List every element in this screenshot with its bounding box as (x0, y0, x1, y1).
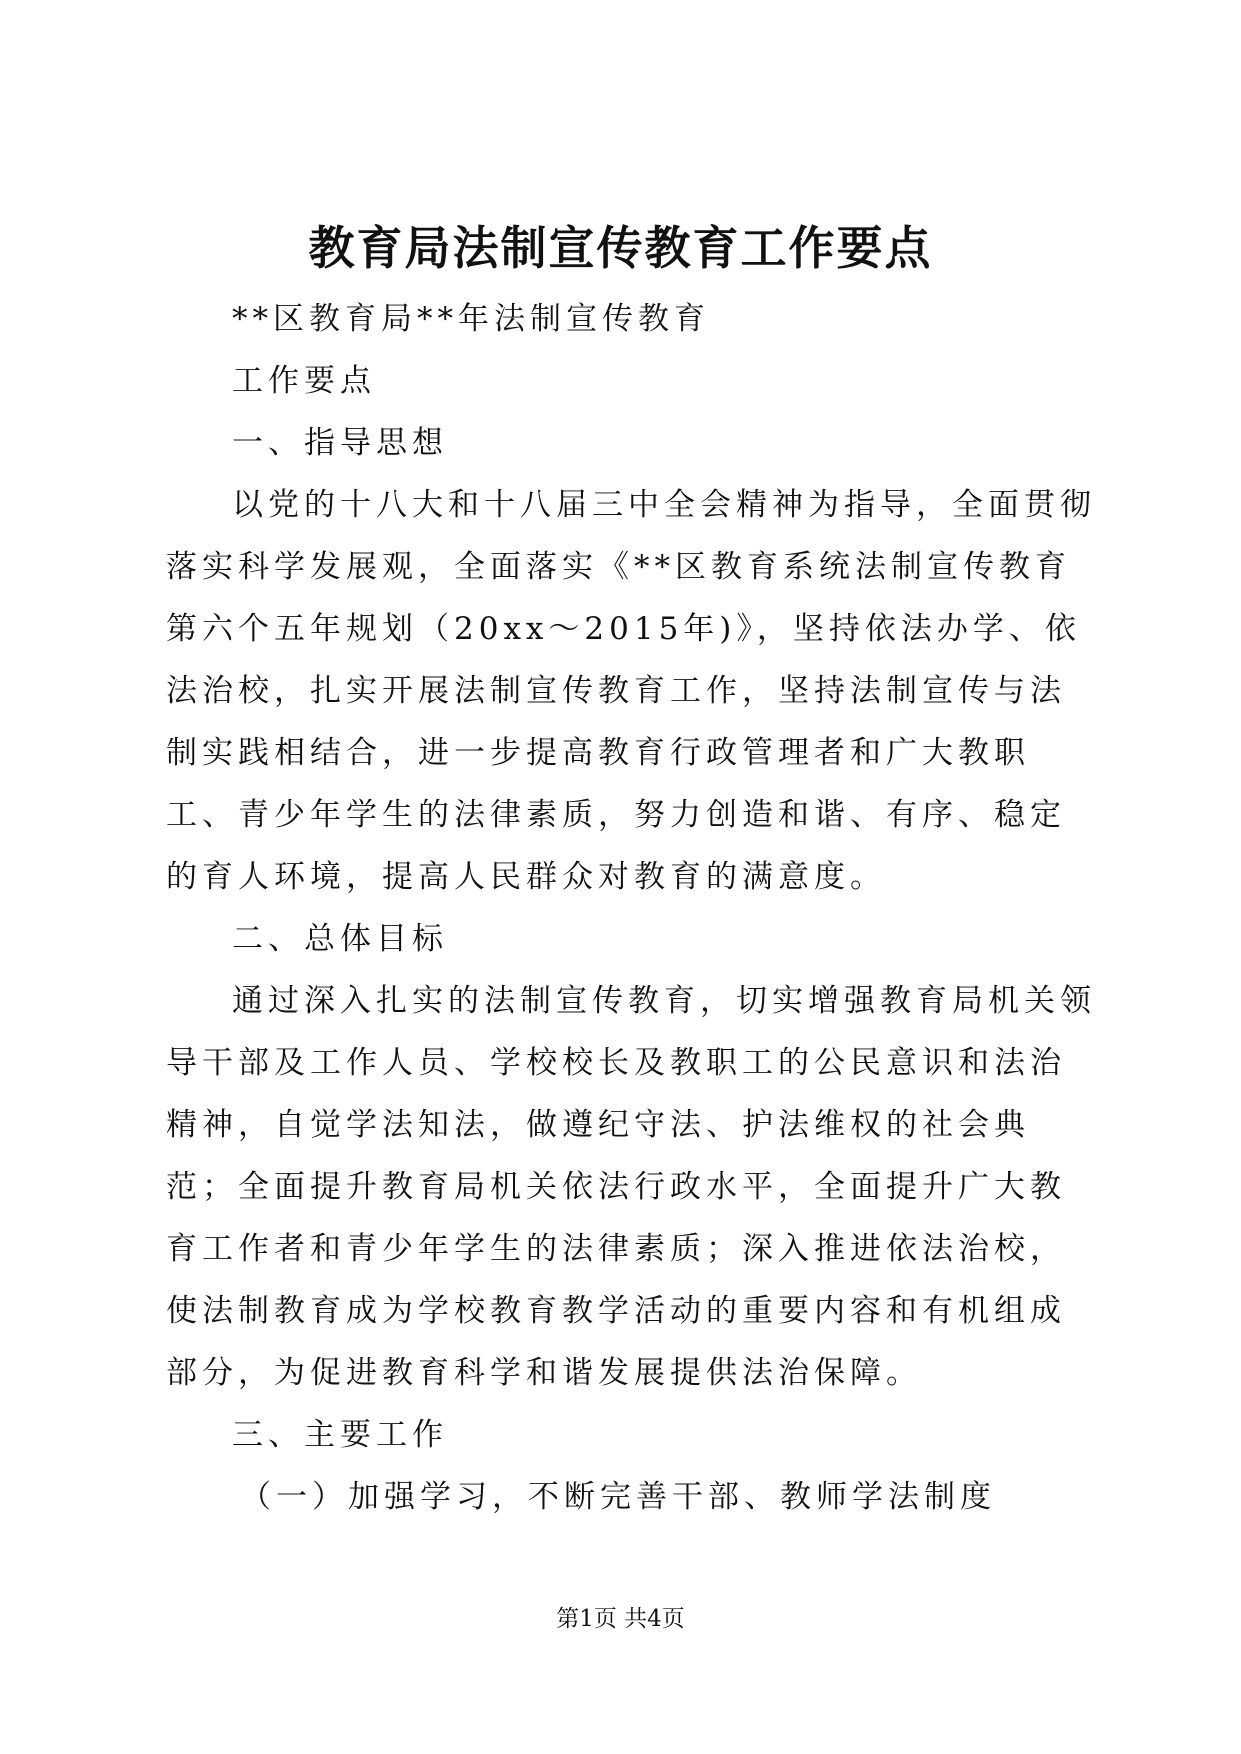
page-number: 第1页 共4页 (556, 1606, 685, 1632)
paragraph-guiding-ideology: 以党的十八大和十八届三中全会精神为指导，全面贯彻落实科学发展观，全面落实《**区教育系统法制宣传教育第六个五年规划（20xx～2015年)》，坚持依法办学、依法治校，扎实开展法制宣传教育工作，坚持法制宣传与法制实践相结合，进一步提高教育行政管理者和广大教职工、青少年学生的法律素质，努力创造和谐、有序、稳定的育人环境，提高人民群众对教育的满意度。 (166, 487, 1096, 895)
section-heading-guiding-ideology: 一、指导思想 (232, 425, 448, 461)
section-heading-main-work: 三、主要工作 (232, 1417, 448, 1453)
heading-line-2: 工作要点 (232, 363, 376, 399)
document-body (166, 288, 1096, 1528)
subsection-heading-1: （一）加强学习，不断完善干部、教师学法制度 (240, 1479, 996, 1515)
section-heading-overall-goal: 二、总体目标 (232, 921, 448, 957)
heading-line-1: **区教育局**年法制宣传教育 (232, 301, 710, 337)
document-title: 教育局法制宣传教育工作要点 (308, 221, 933, 275)
paragraph-overall-goal: 通过深入扎实的法制宣传教育，切实增强教育局机关领导干部及工作人员、学校校长及教职工的公民意识和法治精神，自觉学法知法，做遵纪守法、护法维权的社会典范；全面提升教育局机关依法行政水平，全面提升广大教育工作者和青少年学生的法律素质；深入推进依法治校，使法制教育成为学校教育教学活动的重要内容和有机组成部分，为促进教育科学和谐发展提供法治保障。 (166, 983, 1096, 1391)
